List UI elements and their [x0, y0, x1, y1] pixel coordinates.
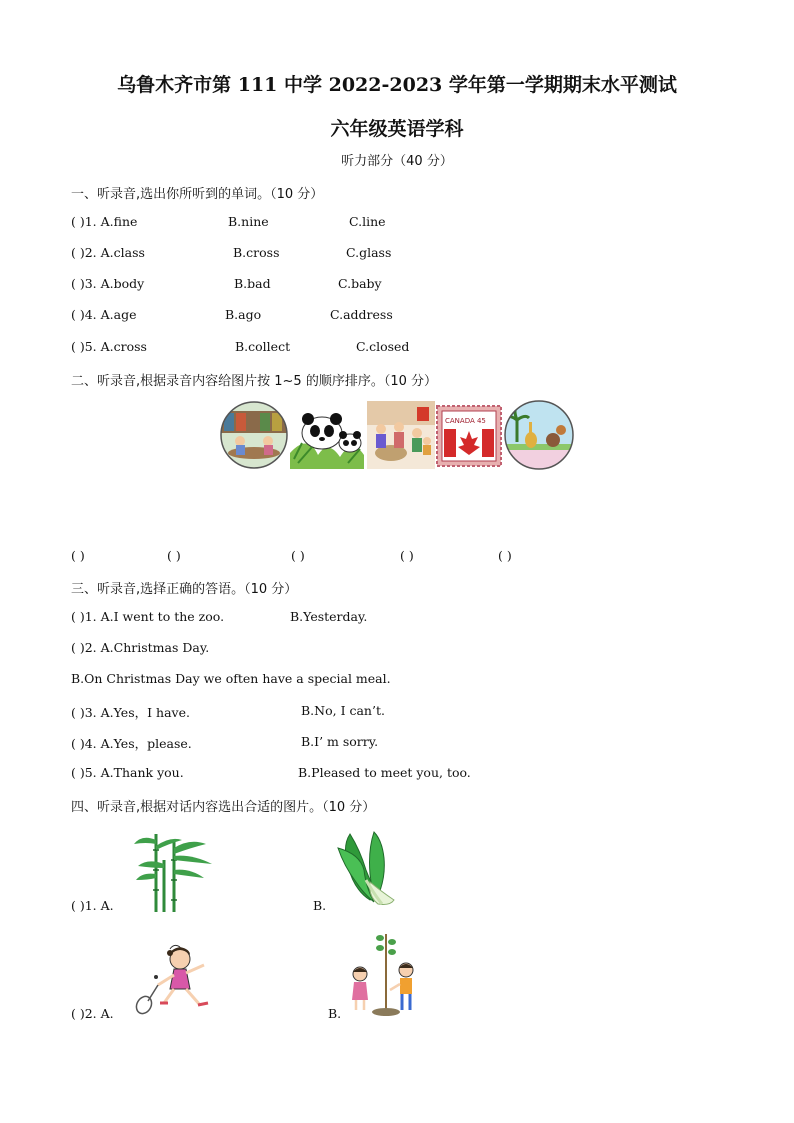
order-bracket-3[interactable]: ( )	[291, 548, 305, 563]
option-c[interactable]: C.glass	[346, 245, 392, 260]
option-c[interactable]: C.closed	[356, 339, 410, 354]
answer-3-a[interactable]: ( )3. A.Yes，I have.	[71, 705, 190, 720]
option-c[interactable]: C.line	[349, 214, 386, 229]
answer-5-b[interactable]: B.Pleased to meet you, too.	[298, 765, 471, 780]
picture-zoo	[503, 400, 575, 470]
option-c[interactable]: C.address	[330, 307, 393, 322]
question-2[interactable]: ( )2. A.class	[71, 245, 145, 260]
picture-canada-stamp	[436, 405, 502, 467]
question-4[interactable]: ( )4. A.age	[71, 307, 137, 322]
answer-5-a[interactable]: ( )5. A.Thank you.	[71, 765, 184, 780]
order-bracket-1[interactable]: ( )	[71, 548, 85, 563]
picture-family	[367, 401, 435, 469]
option-c[interactable]: C.baby	[338, 276, 382, 291]
answer-2-a[interactable]: ( )2. A.Christmas Day.	[71, 640, 210, 655]
section-three-heading: 三、听录音,选择正确的答语。（10 分）	[71, 582, 298, 597]
picture-question-2-b[interactable]: B.	[328, 1006, 342, 1021]
picture-panda	[288, 403, 366, 469]
picture-kids-planting-tree	[346, 930, 416, 1018]
order-bracket-2[interactable]: ( )	[167, 548, 181, 563]
option-b[interactable]: B.collect	[235, 339, 291, 354]
picture-library	[220, 401, 288, 469]
option-b[interactable]: B.cross	[233, 245, 280, 260]
section-one-heading: 一、听录音,选出你所听到的单词。（10 分）	[71, 187, 324, 202]
section-two-heading: 二、听录音,根据录音内容给图片按 1~5 的顺序排序。（10 分）	[71, 374, 438, 389]
picture-question-2-a[interactable]: ( )2. A.	[71, 1006, 114, 1021]
stamp-text: CANADA 45	[445, 417, 486, 425]
answer-1-b[interactable]: B.Yesterday.	[290, 609, 368, 624]
page-title: 乌鲁木齐市第 111 中学 2022-2023 学年第一学期期末水平测试	[117, 74, 677, 96]
page-subtitle: 六年级英语学科	[330, 118, 464, 140]
picture-question-1-a[interactable]: ( )1. A.	[71, 898, 114, 913]
answer-4-b[interactable]: B.I’ m sorry.	[301, 734, 379, 749]
section-four-heading: 四、听录音,根据对话内容选出合适的图片。（10 分）	[71, 800, 376, 815]
part-label: 听力部分（40 分）	[341, 154, 453, 169]
picture-question-1-b[interactable]: B.	[313, 898, 327, 913]
answer-4-a[interactable]: ( )4. A.Yes，please.	[71, 736, 192, 751]
answer-1-a[interactable]: ( )1. A.I went to the zoo.	[71, 609, 225, 624]
order-bracket-4[interactable]: ( )	[400, 548, 414, 563]
question-5[interactable]: ( )5. A.cross	[71, 339, 147, 354]
question-1[interactable]: ( )1. A.fine	[71, 214, 138, 229]
question-3[interactable]: ( )3. A.body	[71, 276, 145, 291]
answer-2-b[interactable]: B.On Christmas Day we often have a special meal.	[71, 671, 391, 686]
order-bracket-5[interactable]: ( )	[498, 548, 512, 563]
picture-girl-badminton	[134, 943, 218, 1019]
picture-bok-choy	[330, 830, 402, 906]
answer-3-b[interactable]: B.No, I can’t.	[301, 703, 385, 718]
option-b[interactable]: B.nine	[228, 214, 269, 229]
option-b[interactable]: B.ago	[225, 307, 262, 322]
option-b[interactable]: B.bad	[234, 276, 271, 291]
picture-bamboo	[134, 830, 214, 912]
